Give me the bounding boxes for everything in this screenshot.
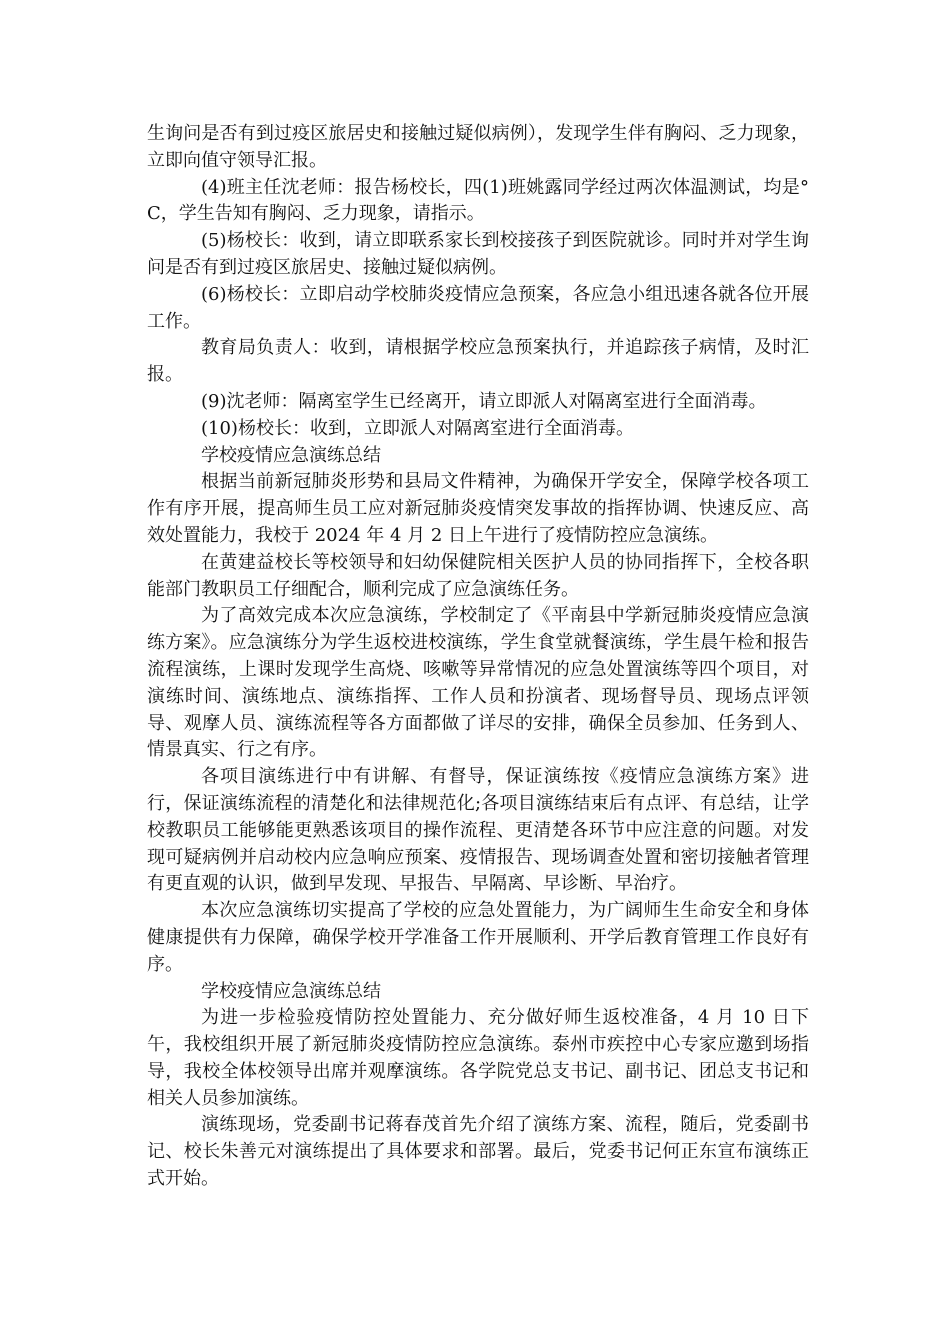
paragraph-step-6: (6)杨校长：立即启动学校肺炎疫情应急预案，各应急小组迅速各就各位开展工作。 [147, 283, 809, 332]
paragraph-summary-process: 各项目演练进行中有讲解、有督导，保证演练按《疫情应急演练方案》进行，保证演练流程的清楚化和法律规范化;各项目演练结束后有点评、有总结，让学校教职员工能够能更熟悉该项目的操作流程、更清楚各环节中应注意的问题。对发现可疑病例并启动校内应急响应预案、疫情报告、现场调查处置和密切接触者管理有更直观的认识，做到早发现、早报告、早隔离、早诊断、早治疗。 [147, 766, 809, 895]
paragraph-summary-result: 本次应急演练切实提高了学校的应急处置能力，为广阔师生生命安全和身体健康提供有力保障，确保学校开学准备工作开展顺利、开学后教育管理工作良好有序。 [147, 900, 809, 975]
section-heading-1: 学校疫情应急演练总结 [201, 444, 381, 466]
paragraph-second-scene: 演练现场，党委副书记蒋春茂首先介绍了演练方案、流程，随后，党委副书记、校长朱善元对演练提出了具体要求和部署。最后，党委书记何正东宣布演练正式开始。 [147, 1114, 809, 1190]
paragraph-step-5: (5)杨校长：收到，请立即联系家长到校接孩子到医院就诊。同时并对学生询问是否有到过疫区旅居史、接触过疑似病例。 [147, 230, 809, 278]
paragraph-continuation: 生询问是否有到过疫区旅居史和接触过疑似病例），发现学生伴有胸闷、乏力现象，立即向值守领导汇报。 [147, 123, 809, 171]
paragraph-bureau-response: 教育局负责人：收到，请根据学校应急预案执行，并追踪孩子病情，及时汇报。 [147, 337, 809, 386]
paragraph-step-10: (10)杨校长：收到，立即派人对隔离室进行全面消毒。 [201, 417, 634, 439]
paragraph-step-4: (4)班主任沈老师：报告杨校长，四(1)班姚露同学经过两次体温测试，均是° C，学生告知有胸闷、乏力现象，请指示。 [147, 176, 809, 225]
paragraph-summary-coordination: 在黄建益校长等校领导和妇幼保健院相关医护人员的协同指挥下，全校各职能部门教职员工仔细配合，顺利完成了应急演练任务。 [147, 551, 809, 600]
paragraph-step-9: (9)沈老师：隔离室学生已经离开，请立即派人对隔离室进行全面消毒。 [201, 390, 767, 412]
paragraph-summary-plan: 为了高效完成本次应急演练，学校制定了《平南县中学新冠肺炎疫情应急演练方案》。应急演练分为学生返校进校演练，学生食堂就餐演练，学生晨午检和报告流程演练，上课时发现学生高烧、咳嗽等异常情况的应急处置演练等四个项目，对演练时间、演练地点、演练指挥、工作人员和扮演者、现场督导员、现场点评领导、观摩人员、演练流程等各方面都做了详尽的安排，确保全员参加、任务到人、情景真实、行之有序。 [147, 605, 809, 761]
paragraph-second-intro: 为进一步检验疫情防控处置能力、充分做好师生返校准备，4 月 10 日下午，我校组织开展了新冠肺炎疫情防控应急演练。泰州市疾控中心专家应邀到场指导，我校全体校领导出席并观摩演练。各学院党总支书记、副书记、团总支书记和相关人员参加演练。 [147, 1007, 809, 1109]
document-body [147, 121, 809, 1193]
paragraph-summary-intro: 根据当前新冠肺炎形势和县局文件精神，为确保开学安全，保障学校各项工作有序开展，提高师生员工应对新冠肺炎疫情突发事故的指挥协调、快速反应、高效处置能力，我校于 2024 年 4 月 2 日上午进行了疫情防控应急演练。 [147, 471, 809, 546]
section-heading-2: 学校疫情应急演练总结 [201, 980, 381, 1002]
